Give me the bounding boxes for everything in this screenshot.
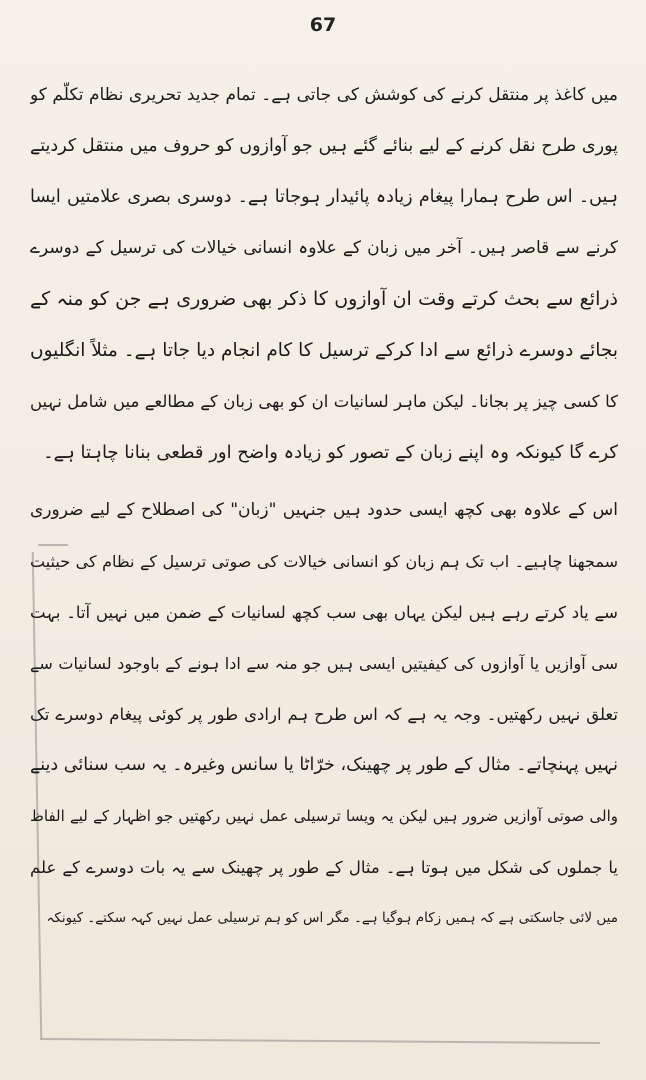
text-line: بجائے دوسرے ذرائع سے ادا کرکے ترسیل کا کام انجام دیا جاتا ہے۔ مثلاً انگلیوں [30,340,618,361]
text-line: یا جملوں کی شکل میں ہوتا ہے۔ مثال کے طور پر چھینک سے یہ بات دوسرے کے علم [30,858,618,877]
text-line: سے یاد کرتے رہے ہیں لیکن یہاں بھی سب کچھ لسانیات کے ضمن میں نہیں آتا۔ بہت [30,603,618,622]
text-line: ہیں۔ اس طرح ہمارا پیغام زیادہ پائیدار ہوجاتا ہے۔ دوسری بصری علامتیں ایسا [30,187,618,207]
text-line: پوری طرح نقل کرنے کے لیے بنائے گئے ہیں جو آوازوں کو حروف میں منتقل کردیتے [30,136,618,156]
page-number: 67 [309,14,337,36]
paragraph-2 [30,485,618,944]
text-line: کرنے سے قاصر ہیں۔ آخر میں زبان کے علاوہ انسانی خیالات کی ترسیل کے دوسرے [30,238,618,258]
paragraph-gap [30,478,618,485]
text-line: نہیں پہنچاتے۔ مثال کے طور پر چھینک، خرّاٹا یا سانس وغیرہ۔ یہ سب سنائی دینے [30,755,618,775]
text-line: ذرائع سے بحث کرتے وقت ان آوازوں کا ذکر بھی ضروری ہے جن کو منہ کے [30,288,618,310]
text-line: سمجھنا چاہیے۔ اب تک ہم زبان کو انسانی خیالات کی صوتی ترسیل کے نظام کی حیثیت [30,552,618,571]
text-line: میں کاغذ پر منتقل کرنے کی کوشش کی جاتی ہے۔ تمام جدید تحریری نظام تکلّم کو [30,85,618,105]
text-line: سی آوازیں یا آوازوں کی کیفیتیں ایسی ہیں جو منہ سے ادا ہونے کے باوجود لسانیات سے [30,654,618,673]
body-text [30,70,618,944]
text-line: اس کے علاوہ بھی کچھ ایسی حدود ہیں جنہیں "زبان" کی اصطلاح کے لیے ضروری [30,500,618,520]
text-line: میں لائی جاسکتی ہے کہ ہمیں زکام ہوگیا ہے۔ مگر اس کو ہم ترسیلی عمل نہیں کہہ سکتے۔ کیونکہ [46,910,618,926]
text-line: کرے گا کیونکہ وہ اپنے زبان کے تصور کو زیادہ واضح اور قطعی بنانا چاہتا ہے۔ [43,442,618,463]
text-line: تعلق نہیں رکھتیں۔ وجہ یہ ہے کہ اس طرح ہم ارادی طور پر کوئی پیغام دوسرے تک [30,705,618,724]
text-line: والی صوتی آوازیں ضرور ہیں لیکن یہ ویسا ترسیلی عمل نہیں رکھتیں جو اظہار کے لیے الفاظ [30,807,618,825]
paragraph-1 [30,70,618,478]
pencil-mark-bottom [40,1038,600,1044]
text-line: کا کسی چیز پر بجانا۔ لیکن ماہر لسانیات ان کو بھی زبان کے مطالعے میں شامل نہیں [30,392,618,411]
